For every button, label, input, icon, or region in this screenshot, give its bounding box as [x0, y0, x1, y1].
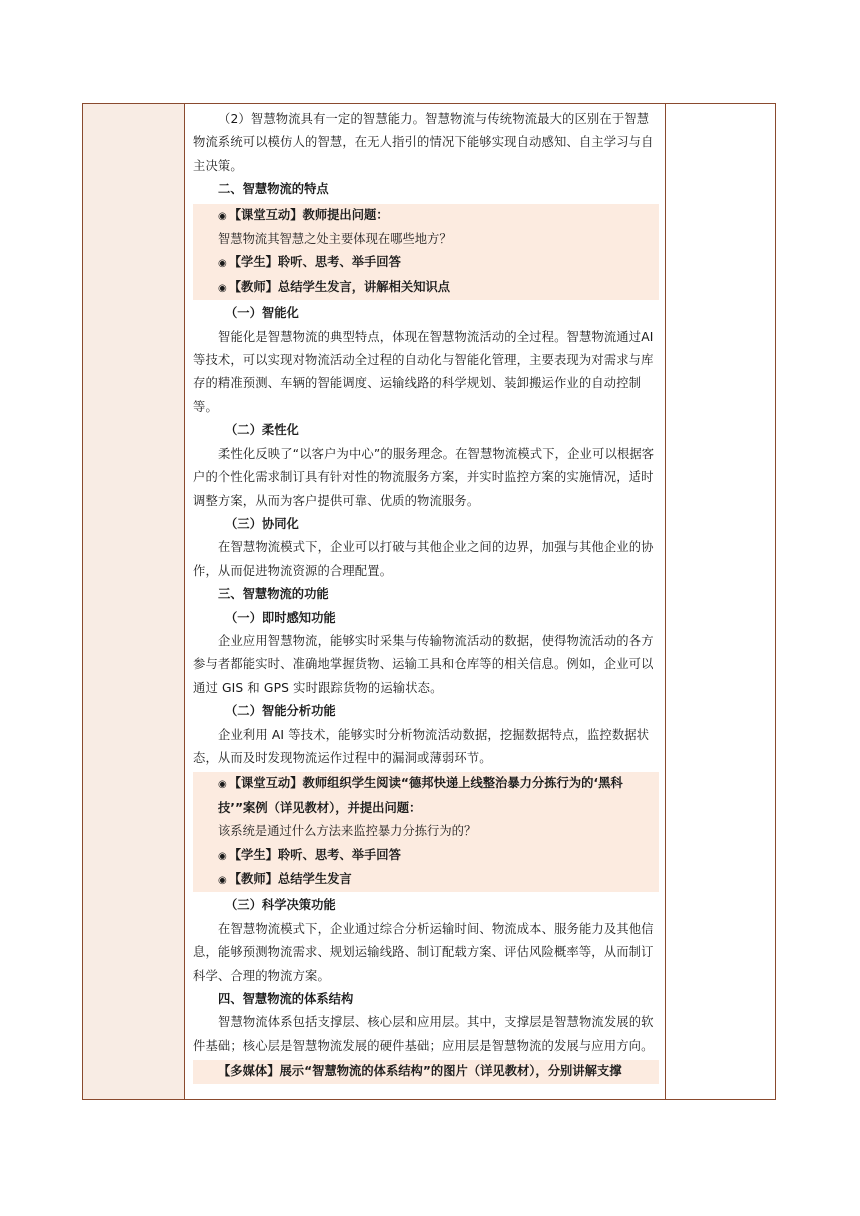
subsection-heading: （一）智能化 [225, 306, 299, 321]
interaction-heading [193, 276, 659, 300]
paragraph: 智能化是智慧物流的典型特点，体现在智慧物流活动的全过程。智慧物流通过AI 等技术，可以实现对物流活动全过程的自动化与智能化管理，主要表现为对需求与库存的精准预测、车辆的智能调度、运输线路的科学规划、装卸搬运作业的自动控制等。 [193, 329, 654, 414]
interaction-box [193, 772, 659, 892]
subsection-heading: （三）协同化 [225, 516, 299, 531]
section-heading: 四、智慧物流的体系结构 [218, 992, 354, 1007]
paragraph: 柔性化反映了“以客户为中心”的服务理念。在智慧物流模式下，企业可以根据客户的个性化需求制订具有针对性的物流服务方案，并实时监控方案的实施情况，适时调整方案，从而为客户提供可靠、优质的物流服务。 [193, 446, 655, 508]
bullet-icon: ◉ [218, 850, 227, 862]
line-text: 【学生】聆听、思考、举手回答 [228, 255, 401, 270]
interaction-heading [193, 251, 659, 275]
line-text: 【学生】聆听、思考、举手回答 [228, 847, 401, 862]
interaction-text [193, 820, 659, 843]
line-text: 【多媒体】展示“智慧物流的体系结构”的图片（详见教材），分别讲解支撑 [218, 1064, 622, 1079]
subsection-heading: （三）科学决策功能 [225, 898, 336, 913]
interaction-box [193, 204, 659, 301]
bullet-icon: ◉ [218, 282, 227, 294]
line-text: 该系统是通过什么方法来监控暴力分拣行为的？ [218, 824, 477, 839]
section-heading: 二、智慧物流的特点 [218, 182, 329, 197]
lesson-table [82, 103, 776, 1100]
paragraph: （2）智慧物流具有一定的智慧能力。智慧物流与传统物流最大的区别在于智慧物流系统可以模仿人的智慧，在无人指引的情况下能够实现自动感知、自主学习与自主决策。 [193, 112, 654, 173]
line-text: 【教师】总结学生发言 [228, 872, 352, 886]
content-column [185, 104, 666, 1099]
interaction-heading [193, 868, 659, 892]
paragraph: 智慧物流体系包括支撑层、核心层和应用层。其中，支撑层是智慧物流发展的软件基础；核心层是智慧物流发展的硬件基础；应用层是智慧物流的发展与应用方向。 [193, 1015, 654, 1053]
line-text: 【课堂互动】教师组织学生阅读“德邦快递上线整治暴力分拣行为的‘黑科技’”案例（详见教材），并提出问题： [218, 776, 623, 815]
bullet-icon: ◉ [218, 210, 227, 222]
paragraph: 企业利用 AI 等技术，能够实时分析物流活动数据，挖掘数据特点，监控数据状态，从而及时发现物流运作过程中的漏洞或薄弱环节。 [193, 727, 650, 765]
interaction-heading [193, 204, 659, 228]
interaction-heading [193, 772, 659, 820]
bullet-icon: ◉ [218, 258, 227, 270]
subsection-heading: （二）柔性化 [225, 423, 299, 438]
interaction-heading [193, 844, 659, 868]
paragraph: 在智慧物流模式下，企业可以打破与其他企业之间的边界，加强与其他企业的协作，从而促进物流资源的合理配置。 [193, 540, 654, 578]
subsection-heading: （一）即时感知功能 [225, 610, 336, 625]
bullet-icon: ◉ [218, 779, 227, 791]
right-column [666, 104, 775, 1099]
paragraph: 企业应用智慧物流，能够实时采集与传输物流活动的数据，使得物流活动的各方参与者都能实时、准确地掌握货物、运输工具和仓库等的相关信息。例如，企业可以通过 GIS 和 GPS 实时跟踪货物的运输状态。 [193, 633, 654, 695]
line-text: 【教师】总结学生发言，讲解相关知识点 [228, 279, 451, 294]
section-heading: 三、智慧物流的功能 [218, 587, 329, 602]
bullet-icon: ◉ [218, 875, 227, 886]
paragraph: 在智慧物流模式下，企业通过综合分析运输时间、物流成本、服务能力及其他信息，能够预测物流需求、规划运输线路、制订配载方案、评估风险概率等，从而制订科学、合理的物流方案。 [193, 921, 654, 983]
subsection-heading: （二）智能分析功能 [225, 704, 336, 719]
left-column [83, 104, 185, 1099]
line-text: 智慧物流其智慧之处主要体现在哪些地方？ [218, 232, 452, 247]
interaction-text [193, 228, 659, 251]
line-text: 【课堂互动】教师提出问题： [228, 207, 389, 222]
interaction-heading [193, 1060, 659, 1083]
interaction-box [193, 1060, 659, 1083]
